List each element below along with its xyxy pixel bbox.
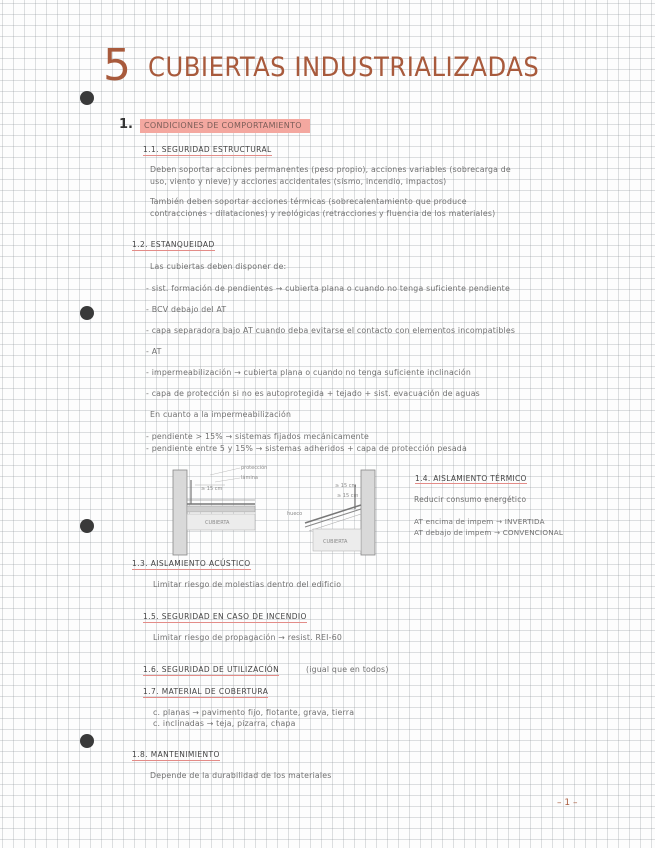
body-line: Limitar riesgo de molestias dentro del edificio [153,580,342,589]
body-line: uso, viento y nieve) y acciones accidentales (sismo, incendio, impactos) [150,177,447,186]
heading-material-cobertura: 1.7. MATERIAL DE COBERTURA [143,687,269,696]
diagram-label: CUBIERTA [205,520,230,526]
diagram-label: lámina [241,475,258,481]
side-note: (igual que en todos) [306,665,389,674]
body-line: Las cubiertas deben disponer de: [150,262,287,271]
body-line: Deben soportar acciones permanentes (peso propio), acciones variables (sobrecarga de [150,165,511,174]
page-title: CUBIERTAS INDUSTRIALIZADAS [148,52,540,83]
body-line: AT debajo de impem → CONVENCIONAL [414,528,564,537]
body-line: También deben soportar acciones térmicas (sobrecalentamiento que produce [150,197,467,206]
diagram-label: hueco [287,511,303,517]
binder-hole [80,519,94,533]
body-line: Reducir consumo energético [414,495,527,504]
body-line: Depende de la durabilidad de los materiales [150,771,332,780]
diagram-label: ≥ 15 cm [201,486,223,492]
body-line: c. planas → pavimento fijo, flotante, grava, tierra [153,708,355,717]
body-line: Limitar riesgo de propagación → resist. REI-60 [153,633,343,642]
section-number: 1. [119,117,133,132]
binder-hole [80,734,94,748]
heading-estanqueidad: 1.2. ESTANQUEIDAD [132,240,215,249]
diagram-label: ≥ 15 cm [337,493,359,499]
body-line: contracciones - dilataciones) y reológicas (retracciones y fluencia de los materiales) [150,209,496,218]
binder-hole [80,306,94,320]
heading-seguridad-utilizacion: 1.6. SEGURIDAD DE UTILIZACIÓN [143,665,280,674]
list-item: - capa de protección si no es autoprotegida + tejado + sist. evacuación de aguas [146,389,480,398]
page-number: – 1 – [557,798,578,808]
list-item: - pendiente entre 5 y 15% → sistemas adheridos + capa de protección pesada [146,444,467,453]
list-item: - capa separadora bajo AT cuando deba evitarse el contacto con elementos incompatibles [146,326,516,335]
heading-seguridad-incendio: 1.5. SEGURIDAD EN CASO DE INCENDIO [143,612,307,621]
list-item: - impermeabilización → cubierta plana o cuando no tenga suficiente inclinación [146,368,471,377]
chapter-number: 5 [103,40,131,91]
parapet-detail-sketch-left [165,460,275,560]
body-line: c. inclinadas → teja, pizarra, chapa [153,719,296,728]
binder-hole [80,91,94,105]
list-item: - BCV debajo del AT [146,305,227,314]
section-label-highlight: CONDICIONES DE COMPORTAMIENTO [140,119,310,133]
body-line: AT encima de impem → INVERTIDA [414,517,545,526]
heading-seguridad-estructural: 1.1. SEGURIDAD ESTRUCTURAL [143,145,272,154]
diagram-label: CUBIERTA [323,539,348,545]
body-line: En cuanto a la impermeabilización [150,410,292,419]
diagram-label: ≥ 15 cm [335,483,357,489]
heading-aislamiento-acustico: 1.3. AISLAMIENTO ACÚSTICO [132,559,251,568]
list-item: - pendiente > 15% → sistemas fijados mecánicamente [146,432,369,441]
parapet-detail-sketch-right [285,465,395,560]
list-item: - AT [146,347,162,356]
heading-mantenimiento: 1.8. MANTENIMIENTO [132,750,220,759]
list-item: - sist. formación de pendientes → cubierta plana o cuando no tenga suficiente pendiente [146,284,510,293]
diagram-label: protección [241,465,268,471]
heading-aislamiento-termico: 1.4. AISLAMIENTO TÉRMICO [415,474,527,483]
